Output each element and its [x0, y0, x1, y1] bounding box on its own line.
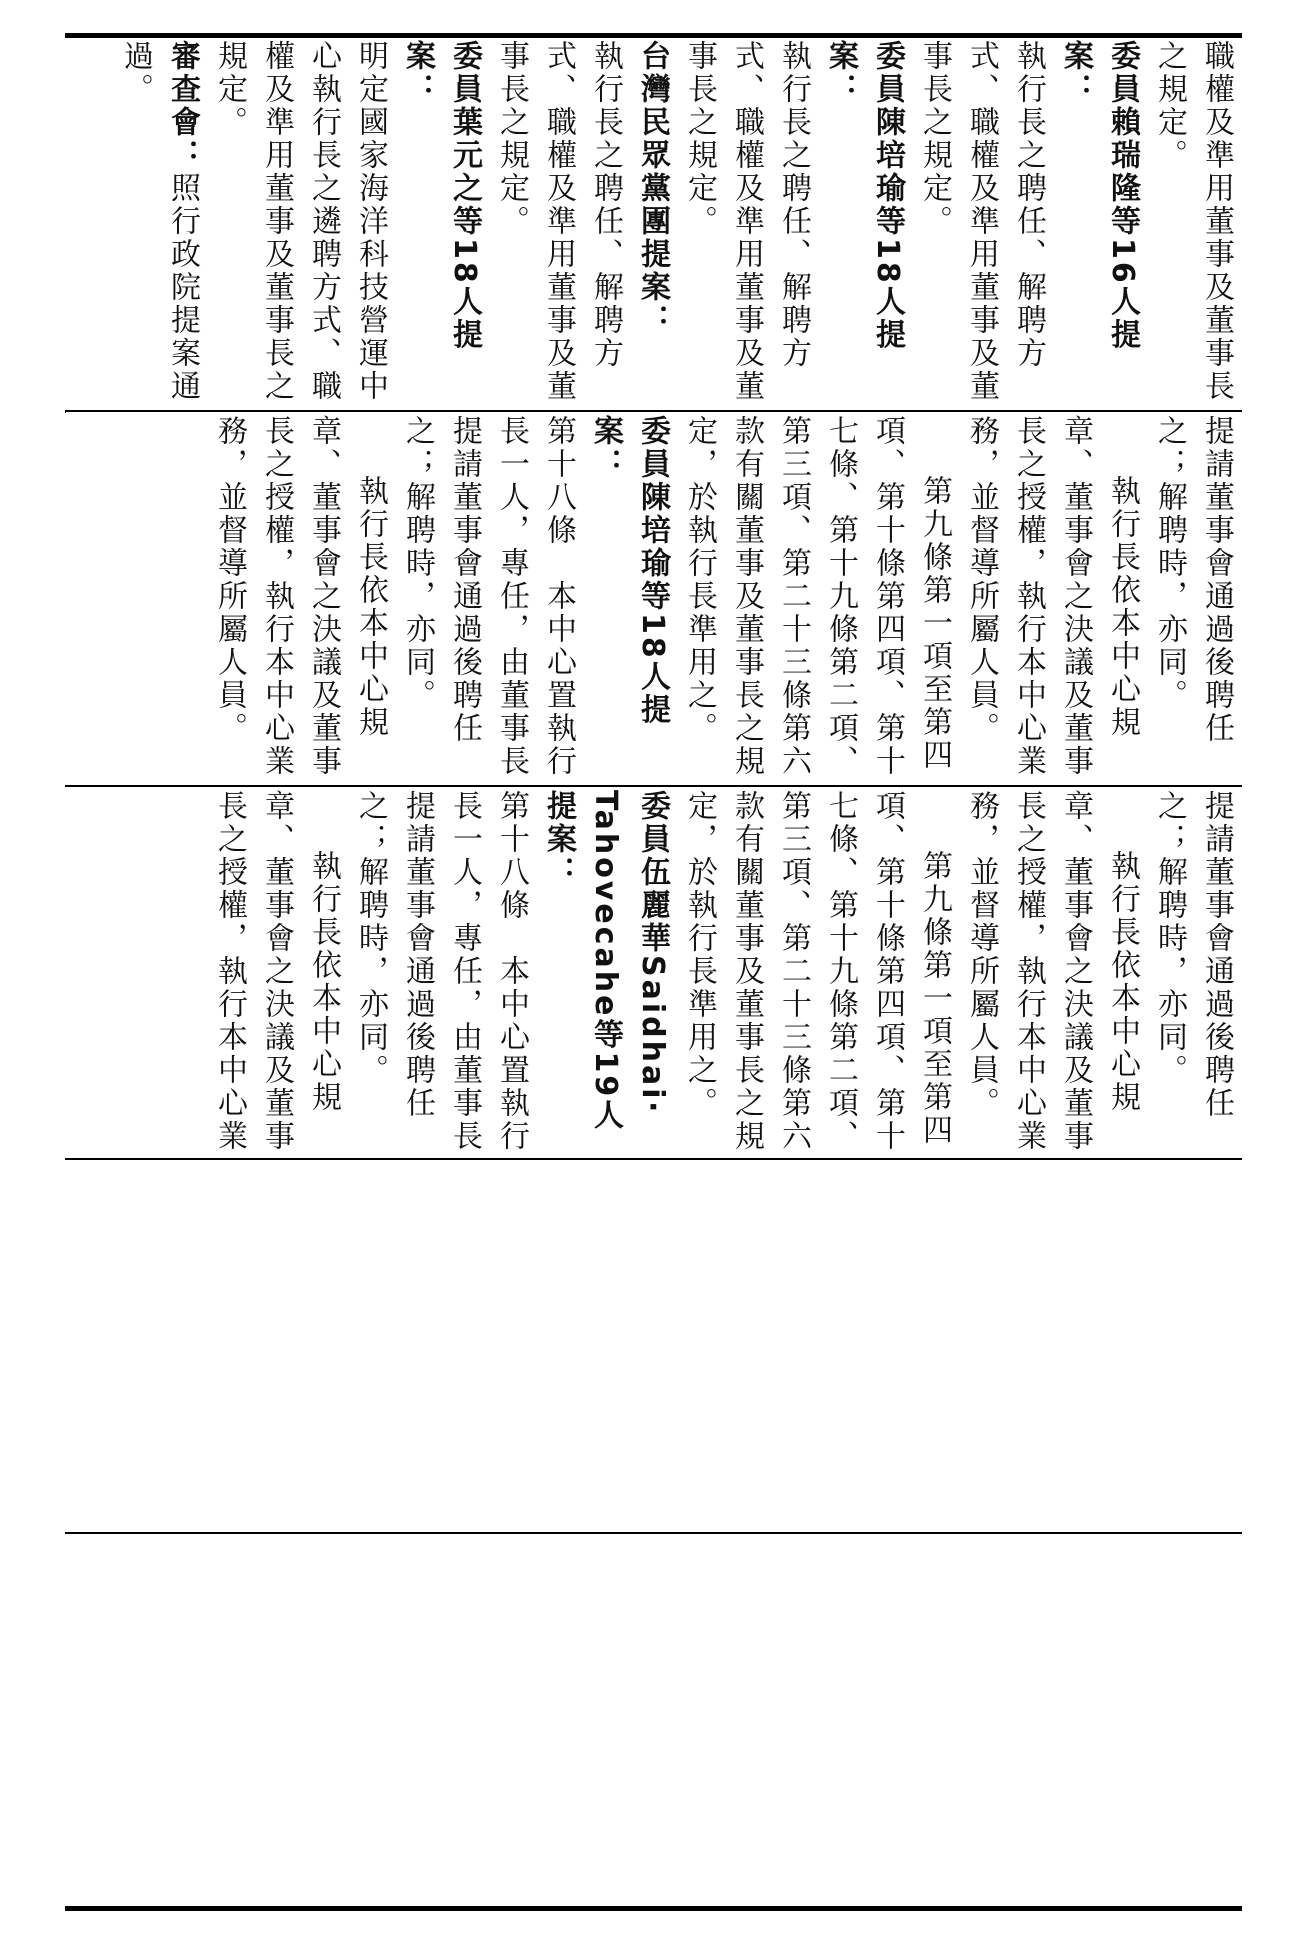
cell-divider-a — [65, 410, 1242, 412]
proposal-heading: 台灣民眾黨團提案： — [635, 40, 670, 337]
review-text: 照行政院提案通過。 — [118, 40, 200, 403]
body-paragraph: 執行長依本中心規章、董事會之決議及董事長之授權，執行本中心業 — [212, 790, 341, 1153]
review-label: 審查會： — [165, 40, 200, 172]
table-cell-right — [70, 40, 1240, 405]
table-cell-middle — [70, 415, 1240, 780]
body-paragraph: 職權及準用董事及董事長之規定。 — [1152, 40, 1234, 403]
body-paragraph: 提請董事會通過後聘任之；解聘時，亦同。 — [1152, 415, 1234, 745]
table-cell-left — [70, 790, 1240, 1155]
body-paragraph: 執行長之聘任、解聘方式、職權及準用董事及董事長之規定。 — [494, 40, 623, 403]
body-paragraph: 執行長之聘任、解聘方式、職權及準用董事及董事長之規定。 — [917, 40, 1046, 403]
article-label: 第十八條 — [494, 790, 529, 922]
proposal-heading: 委員伍麗華Saidhai‧Tahovecahe等19人提案： — [541, 790, 670, 1133]
body-paragraph: 明定國家海洋科技營運中心執行長之遴聘方式、職權及準用董事及董事長之規定。 — [212, 40, 388, 403]
bottom-rule — [65, 1906, 1242, 1911]
body-paragraph: 執行長依本中心規章、董事會之決議及董事長之授權，執行本中心業務，並督導所屬人員。 — [964, 790, 1140, 1153]
body-paragraph: 執行長依本中心規章、董事會之決議及董事長之授權，執行本中心業務，並督導所屬人員。 — [212, 415, 388, 778]
body-paragraph: 執行長之聘任、解聘方式、職權及準用董事及董事長之規定。 — [682, 40, 811, 403]
article-paragraph — [347, 790, 535, 1155]
proposal-heading: 委員陳培瑜等18人提案： — [588, 415, 670, 727]
body-paragraph: 執行長依本中心規章、董事會之決議及董事長之授權，執行本中心業務，並督導所屬人員。 — [964, 415, 1140, 778]
proposal-heading: 委員賴瑞隆等16人提案： — [1058, 40, 1140, 352]
body-paragraph: 第九條第一項至第四項、第十條第四項、第十七條、第十九條第二項、第三項、第二十三條第六款有關董事及董事長之規定，於執行長準用之。 — [682, 790, 952, 1153]
row-divider-2 — [65, 1532, 1242, 1534]
article-text: 本中心置執行長一人，專任，由董事長提請董事會通過後聘任之；解聘時，亦同。 — [353, 790, 529, 1153]
proposal-heading: 委員葉元之等18人提案： — [400, 40, 482, 352]
review-result — [112, 40, 206, 405]
article-text: 本中心置執行長一人，專任，由董事長提請董事會通過後聘任之；解聘時，亦同。 — [400, 415, 576, 778]
row-divider-1 — [65, 1158, 1242, 1160]
cell-divider-b — [65, 785, 1242, 787]
article-paragraph — [394, 415, 582, 780]
article-label: 第十八條 — [541, 415, 576, 547]
top-rule — [65, 33, 1242, 38]
proposal-heading: 委員陳培瑜等18人提案： — [823, 40, 905, 352]
body-paragraph: 提請董事會通過後聘任之；解聘時，亦同。 — [1152, 790, 1234, 1120]
body-paragraph: 第九條第一項至第四項、第十條第四項、第十七條、第十九條第二項、第三項、第二十三條第六款有關董事及董事長之規定，於執行長準用之。 — [682, 415, 952, 778]
